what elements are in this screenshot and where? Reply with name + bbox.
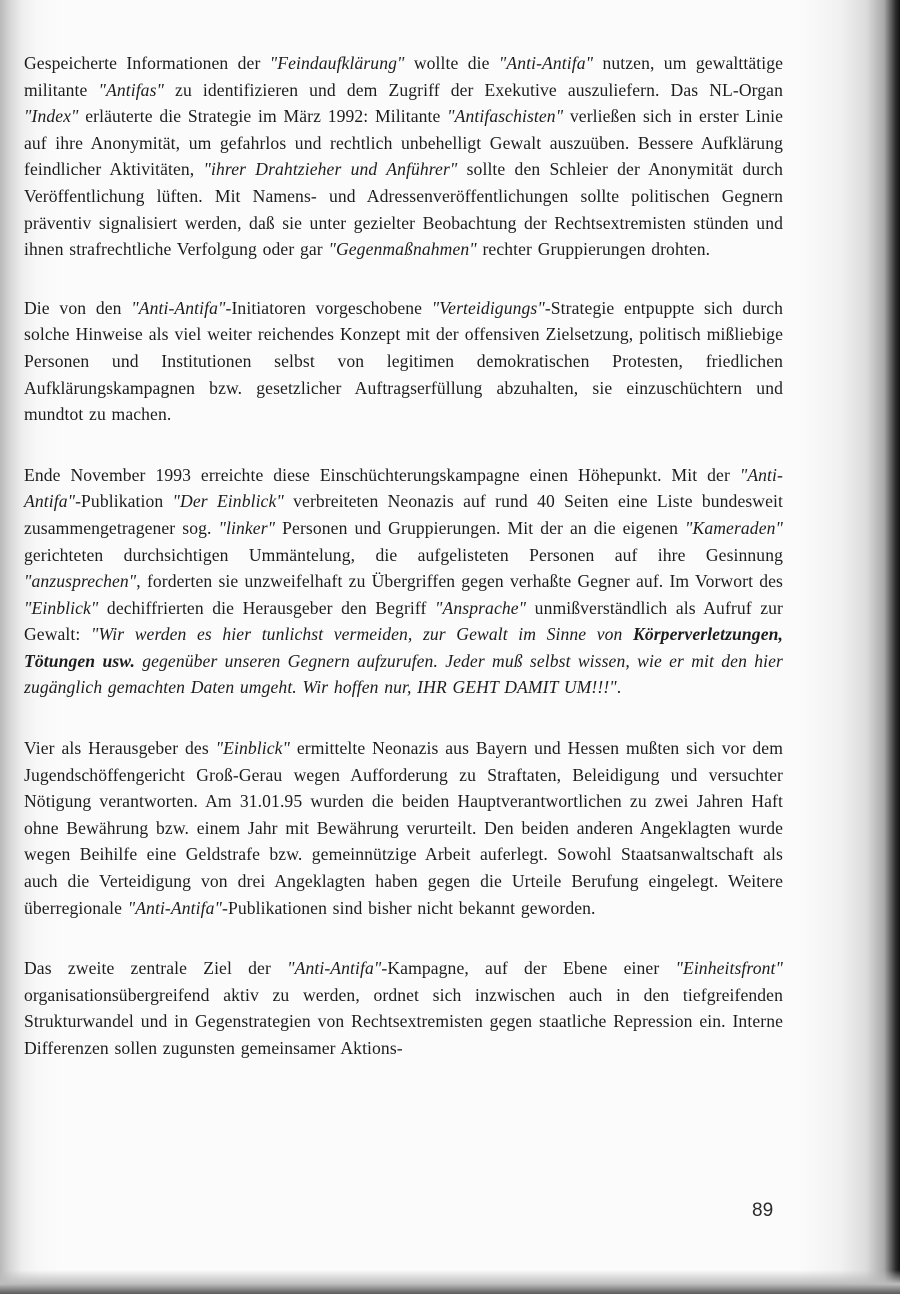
italic-run: "linker" [218,517,276,538]
body-text [24,50,783,1062]
text-run: verbreiteten Neonazis auf rund 40 Seiten eine Liste bundesweit zusammengetragener sog. [24,491,783,538]
text-run: verließen sich in erster Linie auf ihre Anonymität, um gefahrlos und rechtlich unbehelligt Gewalt auszuüben. Bessere Aufklärung feindlicher Aktivitäten, [24,106,783,180]
italic-run: "Index" [24,106,79,127]
text-run: . [616,677,622,698]
italic-run: "Anti-Antifa" [24,464,783,512]
italic-run: "Kameraden" [685,517,783,538]
paragraph-verteidigungs-strategie [24,295,783,428]
text-run: -Publikationen sind bisher nicht bekannt geworden. [221,897,596,918]
text-run: nutzen, um gewalttätige militante [24,53,784,100]
paragraph-feindaufklaerung [24,50,783,263]
italic-run: "Verteidigungs" [431,297,545,318]
text-run: -Strategie entpuppte sich durch solche Hinweise als viel weiter reichendes Konzept mit der offensiven Zielsetzung, politisch mißliebige Personen und Institutionen selbst von legitimen demokratischen Protesten, friedlichen Aufklärungskampagnen bzw. gesetzlicher Auftragserfüllung abzuhalten, sie einzuschüchtern und mundtot zu machen. [24,297,783,425]
italic-run: "Anti-Antifa" [287,958,382,979]
paragraph-einheitsfront [24,955,783,1061]
text-run: Das zweite zentrale Ziel der [24,958,288,979]
italic-run: "Anti-Antifa" [131,297,226,318]
italic-run: "Feindaufklärung" [269,53,405,73]
text-run: Gespeicherte Informationen der [24,53,270,73]
italic-run: "anzusprechen" [24,571,137,592]
italic-run: "Ansprache" [435,597,527,618]
paragraph-einblick-publikation [24,462,783,701]
italic-run: "Der Einblick" [172,491,284,512]
text-run: Ende November 1993 erreichte diese Einschüchterungskampagne einen Höhepunkt. Mit der [24,464,740,485]
text-run: , forderten sie unzweifelhaft zu Übergriffen gegen verhaßte Gegner auf. Im Vorwort des [136,571,783,592]
text-run: sollte den Schleier der Anonymität durch Veröffentlichung lüften. Mit Namens- und Adressenveröffentlichungen sollte politischen Gegnern präventiv signalisiert werden, daß sie unter gezielter Beobachtung der Rechtsextremisten stünden und ihnen strafrechtliche Verfolgung oder gar [24,159,783,260]
paragraph-gerichtsverfahren [24,735,783,921]
text-run: dechiffrierten die Herausgeber den Begriff [98,597,436,618]
scan-edge-shadow [0,1270,900,1294]
italic-run: "Antifaschisten" [447,106,564,127]
page-number: 89 [752,1200,774,1221]
text-run: Die von den [24,297,132,318]
text-run: Vier als Herausgeber des [24,738,216,759]
bold-italic-run: Körperverletzungen, Tötungen usw. [24,624,783,671]
text-run: organisationsübergreifend aktiv zu werden, ordnet sich inzwischen auch in den tiefgreifenden Strukturwandel und in Gegenstrategien von Rechtsextremisten gegen staatliche Repression ein. Interne Differenzen sollen zugunsten gemeinsamer Aktions- [24,984,783,1058]
italic-run: "Gegenmaßnahmen" [328,239,477,260]
italic-run: "Einheitsfront" [675,958,783,979]
italic-run: "Wir werden es hier tunlichst vermeiden, zur Gewalt im Sinne von [90,624,633,645]
text-run: -Publikation [75,491,173,512]
text-run: -Kampagne, auf der Ebene einer [381,958,676,979]
italic-run: "Anti-Antifa" [498,53,594,73]
italic-run: "ihrer Drahtzieher und Anführer" [203,159,458,180]
text-run: rechter Gruppierungen drohten. [476,239,711,260]
italic-run: "Einblick" [215,738,291,759]
italic-run: "Anti-Antifa" [127,897,222,918]
text-run: unmißverständlich als Aufruf zur Gewalt: [24,597,783,645]
text-run: wollte die [404,53,499,73]
text-run: zu identifizieren und dem Zugriff der Exekutive auszuliefern. Das NL-Organ [164,79,783,100]
text-run: gerichteten durchsichtigen Ummäntelung, die aufgelisteten Personen auf ihre Gesinnung [24,544,783,565]
italic-run: "Einblick" [24,597,99,618]
text-run: -Initiatoren vorgeschobene [225,297,432,318]
italic-run: gegenüber unseren Gegnern aufzurufen. Jeder muß selbst wissen, wie er mit den hier zugänglich gemachten Daten umgeht. Wir hoffen nur, IHR GEHT DAMIT UM!!!" [24,650,783,698]
text-run: erläuterte die Strategie im März 1992: Militante [78,106,448,127]
italic-run: "Antifas" [98,79,165,100]
text-run: ermittelte Neonazis aus Bayern und Hessen mußten sich vor dem Jugendschöffengericht Groß-Gerau wegen Aufforderung zu Straftaten, Beleidigung und versuchter Nötigung verantworten. Am 31.01.95 wurden die beiden Hauptverantwortlichen zu zwei Jahren Haft ohne Bewährung bzw. einem Jahr mit Bewährung verurteilt. Den beiden anderen Angeklagten wurde wegen Beihilfe eine Geldstrafe bzw. gemeinnützige Arbeit auferlegt. Sowohl Staatsanwaltschaft als auch die Verteidigung von drei Angeklagten haben gegen die Urteile Berufung eingelegt. Weitere überregionale [24,738,783,918]
text-run: Personen und Gruppierungen. Mit der an die eigenen [275,517,686,538]
